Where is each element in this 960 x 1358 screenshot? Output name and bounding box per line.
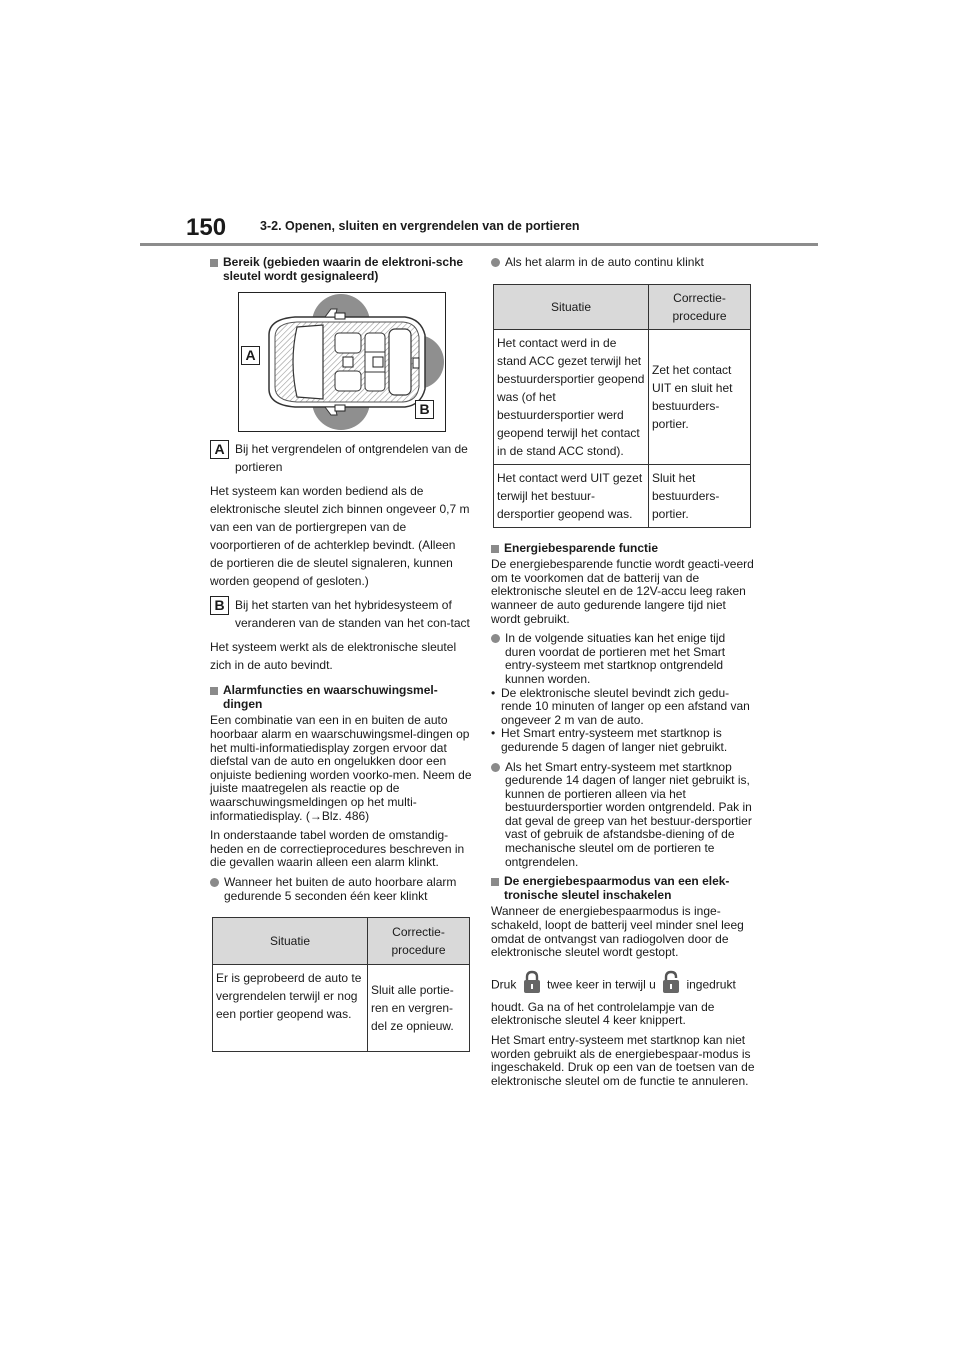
alarm-paragraph: Een combinatie van een in en buiten de auto hoorbaar alarm en waarschuwingsmel-dingen op het multi-informatiedisplay zorgen ervoor dat diefstal van de auto en ongelukken door een onjuiste bediening worden voorko-men. Neem de juiste maatregelen als reactie op de waarschuwingsmeldingen op het multi-informatiedisplay. (→Blz. 486) <box>210 713 472 823</box>
bullet-inside-alarm-text: Als het alarm in de auto continu klinkt <box>505 255 704 269</box>
table-inside-alarm <box>493 284 751 528</box>
press-follow-paragraph: houdt. Ga na of het controlelampje van de elektronische sleutel 4 keer knippert. <box>491 999 715 1028</box>
table-header-row <box>494 284 751 329</box>
section-square-icon <box>210 259 218 267</box>
dash-item-text: Het Smart entry-systeem met startknop is gedurende 5 dagen of langer niet gebruikt. <box>501 726 728 754</box>
legend-label-b: B <box>210 596 229 615</box>
table-cell-procedure: Sluit alle portie-ren en vergren-del ze opnieuw. <box>368 965 470 1052</box>
dash-item-text: De elektronische sleutel bevindt zich gedu-rende 10 minuten of langer op een afstand van ongeveer 2 m van de auto. <box>501 685 750 727</box>
legend-a-text: Bij het vergrendelen of ontgrendelen van de portieren <box>235 442 468 475</box>
range-paragraph: Het systeem kan worden bediend als de elektronische sleutel zich binnen ongeveer 0,7 m van een van de portiergrepen van de voorportieren of de achterklep bevindt. (Alleen de portieren die de sleutel signaleren, kunnen worden geopend of gesloten.) <box>210 484 470 589</box>
section-range-title: Bereik (gebieden waarin de elektroni-sche sleutel wordt gesignaleerd) <box>223 255 464 283</box>
energy-saving-paragraph: De energiebesparende functie wordt geacti-veerd om te voorkomen dat de batterij van de elektronische sleutel en de 12V-accu leeg raken wanneer de auto gedurende langere tijd niet wordt gebruikt. <box>491 557 754 626</box>
figure-label-b: B <box>415 400 434 419</box>
section-battery-save-mode-title: De energiebespaarmodus van een elek-tronische sleutel inschakelen <box>504 874 730 902</box>
bullet-dot-icon <box>491 763 500 772</box>
legend-a <box>210 440 472 476</box>
table-header-row <box>213 918 470 965</box>
section-energy-saving <box>491 542 755 556</box>
table-cell-situation: Het contact werd in de stand ACC gezet terwijl het bestuurdersportier geopend was (of het bestuurdersportier werd geopend terwijl het contact in de stand ACC stond). <box>494 329 649 464</box>
section-square-icon <box>210 687 218 695</box>
table-row <box>494 329 751 464</box>
section-battery-save-mode <box>491 875 755 902</box>
section-square-icon <box>491 545 499 553</box>
bullet-14-days-text: Als het Smart entry-systeem met startknop gedurende 14 dagen of langer niet gebruikt is, kunnen de portieren alleen via het bestuurdersportier worden ontgrendeld. Pak in dat geval de greep van het bestuur-dersportier vast of gebruik de afstandsbe-diening of de mechanische sleutel om de portieren te ontgrendelen. <box>505 759 752 869</box>
table-outside-alarm <box>212 917 470 1052</box>
table-intro-paragraph: In onderstaande tabel worden de omstandig-heden en de correctieprocedures beschreven in die gevallen waarin alleen een alarm klinkt. <box>210 828 465 870</box>
bullet-unlock-delay <box>491 632 755 686</box>
battery-save-cancel-paragraph: Het Smart entry-systeem met startknop kan niet worden gebruikt als de energiebespaar-modus is ingeschakeld. Druk op een van de toetsen van de elektronische sleutel om de functie te annuleren. <box>491 1033 755 1088</box>
press-instruction <box>491 970 755 1001</box>
dash-item <box>491 727 755 754</box>
table-cell-situation: Het contact werd UIT gezet terwijl het bestuur-dersportier geopend was. <box>494 464 649 527</box>
figure-label-a: A <box>241 346 260 365</box>
table-row <box>494 464 751 527</box>
key-range-figure <box>238 292 446 432</box>
bullet-unlock-delay-text: In de volgende situaties kan het enige tijd duren voordat de portieren met het Smart entry-systeem met startknop ontgrendeld kunnen worden. <box>505 631 726 686</box>
dash-marker: • <box>491 726 496 741</box>
running-title: 3-2. Openen, sluiten en vergrendelen van de portieren <box>260 219 580 233</box>
page-number: 150 <box>186 214 227 241</box>
table-row <box>213 965 470 1052</box>
section-square-icon <box>491 878 499 886</box>
table-cell-situation: Er is geprobeerd de auto te vergrendelen terwijl er nog een portier geopend was. <box>213 965 368 1052</box>
right-column <box>491 256 755 1094</box>
battery-save-paragraph: Wanneer de energiebespaarmodus is inge-schakeld, loopt de batterij veel minder snel leeg omdat de ontvangst van radiogolven door de elektronische sleutel wordt gestopt. <box>491 904 744 960</box>
left-column <box>210 256 472 1052</box>
lock-closed-icon <box>522 970 542 1001</box>
bullet-dot-icon <box>210 878 219 887</box>
legend-label-a: A <box>210 440 229 459</box>
press-text-1: Druk <box>491 977 517 992</box>
lock-open-icon <box>661 970 681 1001</box>
table-header-situation: Situatie <box>213 918 368 965</box>
bullet-outside-alarm <box>210 876 472 903</box>
press-text-3: ingedrukt <box>686 977 736 992</box>
section-alarm <box>210 684 472 711</box>
header-rule <box>140 243 818 246</box>
legend-b-text: Bij het starten van het hybridesysteem of veranderen van de standen van het con-tact <box>235 598 470 631</box>
table-header-situation: Situatie <box>494 284 649 329</box>
section-range <box>210 256 472 283</box>
table-cell-procedure: Zet het contact UIT en sluit het bestuurders-portier. <box>649 329 751 464</box>
section-energy-saving-title: Energiebesparende functie <box>504 540 659 555</box>
start-paragraph: Het systeem werkt als de elektronische sleutel zich in de auto bevindt. <box>210 640 457 673</box>
bullet-inside-alarm <box>491 256 755 270</box>
bullet-dot-icon <box>491 258 500 267</box>
table-header-procedure: Correctie-procedure <box>649 284 751 329</box>
bullet-14-days <box>491 761 755 870</box>
table-cell-procedure: Sluit het bestuurders-portier. <box>649 464 751 527</box>
bullet-outside-alarm-text: Wanneer het buiten de auto hoorbare alarm gedurende 5 seconden één keer klinkt <box>224 874 457 903</box>
press-text-2: twee keer in terwijl u <box>547 977 656 992</box>
section-alarm-title: Alarmfuncties en waarschuwingsmel-dingen <box>223 683 438 711</box>
dash-marker: • <box>491 685 496 700</box>
legend-b <box>210 596 472 632</box>
bullet-dot-icon <box>491 634 500 643</box>
table-header-procedure: Correctie-procedure <box>368 918 470 965</box>
dash-item <box>491 687 755 728</box>
